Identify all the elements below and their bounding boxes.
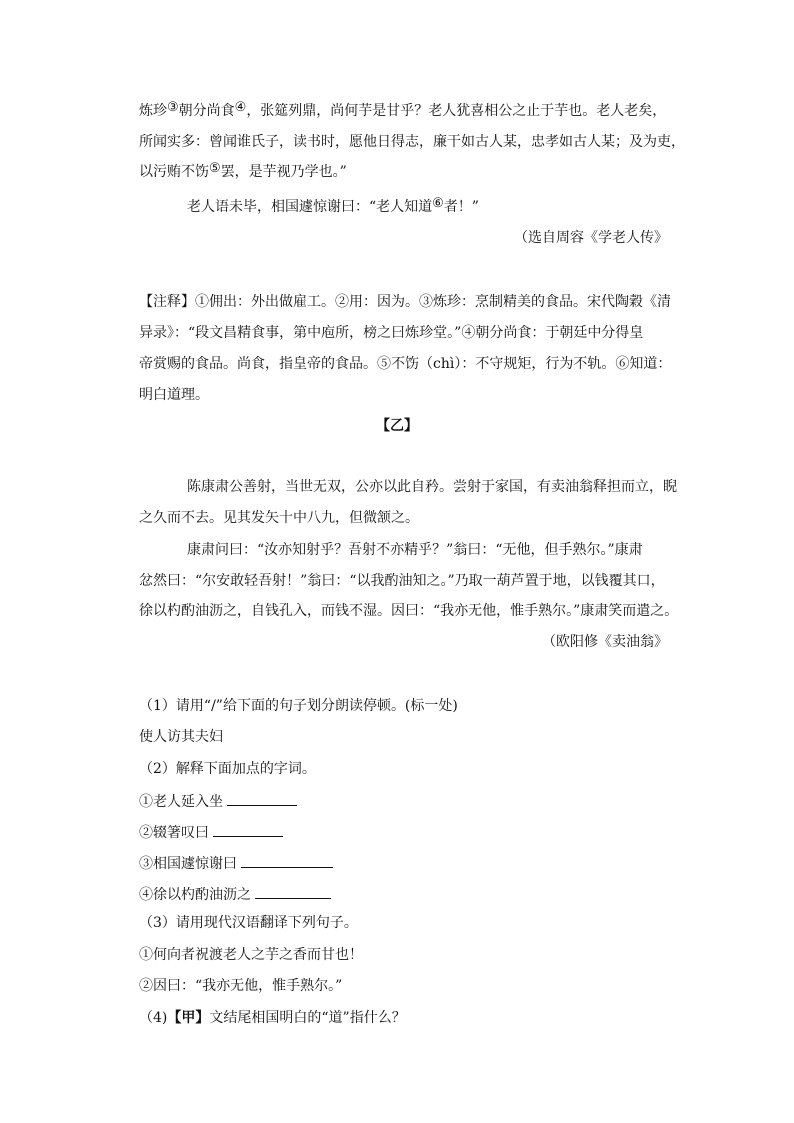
- question-1: （1）请用“/”给下面的句子划分朗读停顿。(标一处): [139, 698, 458, 714]
- answer-blank[interactable]: [213, 822, 283, 837]
- jia-line-3: 以污贿不饬⑤罢，是芋视乃学也。”: [139, 161, 347, 180]
- jia-line-4: 老人语未毕，相国遽惊谢曰：“老人知道⑥者！”: [187, 196, 479, 215]
- jia-source: （选自周容《学老人传》: [514, 230, 668, 246]
- notes-line-3: 帝赏赐的食品。尚食，指皇帝的食品。⑤不饬（chì）：不守规矩，行为不轨。⑥知道：: [139, 356, 672, 372]
- question-4: （4)【甲】文结尾相国明白的“道”指什么？: [139, 1010, 406, 1026]
- question-2: （2）解释下面加点的字词。: [139, 761, 316, 777]
- yi-p1-line-2: 之久而不去。见其发矢十中八九，但微颔之。: [139, 510, 419, 526]
- yi-p1-line-1: 陈康肃公善射，当世无双，公亦以此自矜。尝射于家国，有卖油翁释担而立，睨: [187, 479, 677, 495]
- yi-p2-line-3: 徐以杓酌油沥之，自钱孔入，而钱不湿。因曰：“我亦无他，惟手熟尔。”康肃笑而遣之。: [139, 603, 679, 619]
- question-2-item: ④徐以杓酌油沥之: [139, 884, 331, 905]
- yi-heading: 【乙】: [376, 418, 418, 434]
- answer-blank[interactable]: [227, 791, 297, 806]
- yi-p2-line-2: 忿然曰：“尔安敢轻吾射！”翁曰：“以我酌油知之。”乃取一葫芦置于地，以钱覆其口，: [139, 573, 665, 589]
- yi-source: （欧阳修《卖油翁》: [542, 634, 668, 650]
- answer-blank[interactable]: [255, 884, 331, 899]
- question-2-item: ②辍箸叹曰: [139, 822, 283, 843]
- yi-p2-line-1: 康肃问曰：“汝亦知射乎？吾射不亦精乎？”翁曰：“无他，但手熟尔。”康肃: [187, 542, 643, 558]
- question-1-sentence: 使人访其夫妇: [139, 729, 223, 745]
- answer-blank[interactable]: [241, 853, 333, 868]
- notes-line-4: 明白道理。: [139, 387, 209, 403]
- notes-line-2: 异录》：“段文昌精食事，第中庖所，榜之曰炼珍堂。”④朝分尚食：于朝廷中分得皇: [139, 325, 644, 341]
- question-3-item: ②因曰：“我亦无他，惟手熟尔。”: [139, 978, 343, 994]
- notes-line-1: 【注释】①佣出：外出做雇工。②用：因为。③炼珍：烹制精美的食品。宋代陶穀《清: [139, 294, 671, 310]
- question-3: （3）请用现代汉语翻译下列句子。: [139, 915, 358, 931]
- question-2-item: ③相国遽惊谢曰: [139, 853, 333, 874]
- jia-line-2: 所闻实多：曾闻谁氏子，读书时，愿他日得志，廉干如古人某，忠孝如古人某；及为吏，: [139, 134, 685, 150]
- question-3-item: ①何向者祝渡老人之芋之香而甘也！: [139, 947, 363, 963]
- question-2-item: ①老人延入坐: [139, 791, 297, 812]
- jia-line-1: 炼珍③朝分尚食④，张筵列鼎，尚何芋是甘乎？老人犹喜相公之止于芋也。老人老矣，: [139, 100, 667, 119]
